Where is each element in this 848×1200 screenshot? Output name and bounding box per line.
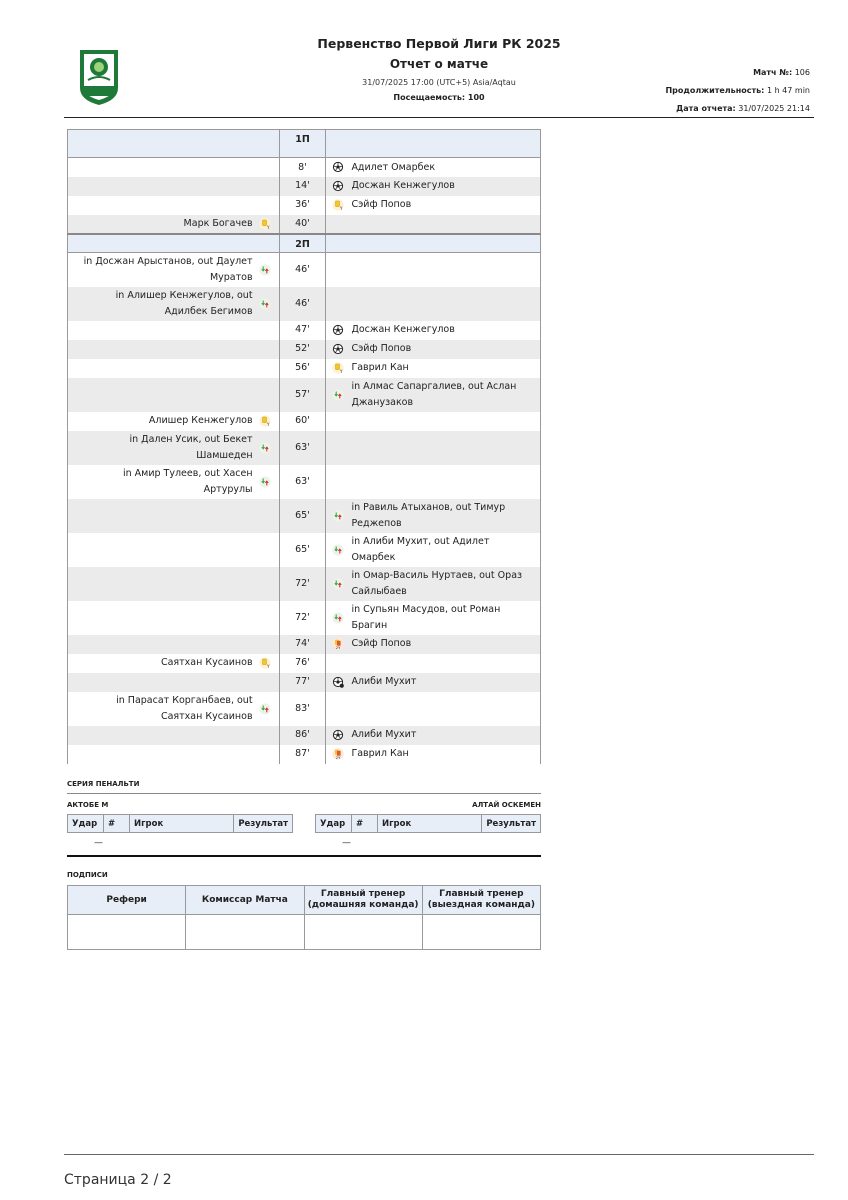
event-row [68, 465, 541, 499]
away-event-cell [326, 412, 541, 431]
event-minute: 40' [279, 215, 326, 234]
home-event-text: Саятхан Кусаинов [160, 657, 253, 669]
away-event-text: Гаврил Кан [351, 362, 409, 374]
away-event-text: in Омар-Василь Нуртаев, out Ораз Сайлыбаев [351, 570, 523, 597]
event-minute: 56' [279, 359, 326, 378]
event-minute: 72' [279, 567, 326, 601]
penalty-table-away [315, 814, 541, 853]
svg-text:Y: Y [266, 422, 270, 427]
col-player: Игрок [130, 815, 234, 833]
home-event-cell [68, 196, 280, 215]
penalty-away-empty: — [342, 837, 351, 848]
away-event-text: Алиби Мухит [351, 729, 417, 741]
away-event-cell [326, 196, 541, 215]
event-row [68, 215, 541, 234]
home-event-text: in Дален Усик, out Бекет Шамшеден [129, 434, 253, 461]
event-minute: 46' [279, 287, 326, 321]
away-event-text: in Алмас Сапаргалиев, out Аслан Джанузаков [351, 381, 517, 408]
substitution-icon [332, 578, 344, 590]
svg-text:Y: Y [266, 224, 270, 230]
event-minute: 60' [279, 412, 326, 431]
sig-referee: Рефери [68, 886, 186, 915]
away-event-cell [326, 654, 541, 673]
svg-text:2Y: 2Y [336, 646, 341, 650]
goal-icon [332, 180, 344, 192]
penalty-goal-icon [332, 676, 344, 688]
home-event-text: in Алишер Кенжегулов, out Адилбек Бегимов [115, 290, 253, 317]
event-minute: 36' [279, 196, 326, 215]
away-event-cell [326, 726, 541, 745]
penalty-series-title: СЕРИЯ ПЕНАЛЬТИ [67, 780, 140, 788]
col-shot: Удар [68, 815, 104, 833]
period-label: 2П [279, 234, 326, 253]
event-row [68, 340, 541, 359]
report-title: Отчет о матче [389, 57, 489, 71]
away-event-cell [326, 287, 541, 321]
away-event-text: Гаврил Кан [351, 748, 409, 760]
event-minute: 46' [279, 253, 326, 287]
goal-icon [332, 343, 344, 355]
event-row [68, 253, 541, 287]
event-minute: 76' [279, 654, 326, 673]
home-event-cell [68, 359, 280, 378]
second-yellow-icon [332, 748, 344, 760]
event-minute: 77' [279, 673, 326, 692]
away-event-cell [326, 533, 541, 567]
event-row [68, 287, 541, 321]
event-minute: 65' [279, 499, 326, 533]
home-event-cell [68, 253, 280, 287]
period-away-cell [326, 130, 541, 158]
home-event-text: Алишер Кенжегулов [148, 415, 253, 427]
away-event-text: Сэйф Попов [351, 343, 412, 355]
attendance-label: Посещаемость: [393, 93, 466, 102]
report-header [64, 30, 814, 120]
home-event-text: Марк Богачев [183, 217, 253, 229]
sig-home-coach: Главный тренер (домашняя команда) [304, 886, 422, 915]
event-minute: 72' [279, 601, 326, 635]
period-home-cell [68, 130, 280, 158]
penalty-divider [67, 793, 541, 794]
home-event-text: in Досжан Арыстанов, out Даулет Муратов [83, 256, 253, 283]
sig-box-referee[interactable] [68, 915, 186, 950]
home-event-cell [68, 635, 280, 654]
svg-text:2Y: 2Y [336, 756, 341, 760]
match-number: Матч №: 106 [753, 68, 810, 77]
substitution-icon [259, 298, 271, 310]
header-divider [64, 117, 814, 118]
home-event-cell [68, 654, 280, 673]
signatures-table [67, 885, 541, 950]
goal-icon [332, 161, 344, 173]
event-row [68, 177, 541, 196]
home-event-cell [68, 177, 280, 196]
event-row [68, 635, 541, 654]
event-row [68, 673, 541, 692]
away-event-cell [326, 158, 541, 177]
event-row [68, 567, 541, 601]
home-event-cell [68, 158, 280, 177]
yellow-card-icon [259, 657, 271, 669]
event-row [68, 321, 541, 340]
section-divider [67, 855, 541, 857]
away-event-cell [326, 340, 541, 359]
goal-icon [332, 324, 344, 336]
col-result: Результат [482, 815, 541, 833]
away-event-cell [326, 359, 541, 378]
home-event-cell [68, 321, 280, 340]
penalty-home-empty: — [94, 837, 103, 848]
home-event-text: in Парасат Корганбаев, out Саятхан Кусаинов [116, 695, 253, 722]
event-row [68, 499, 541, 533]
substitution-icon [259, 442, 271, 454]
away-event-text: in Алиби Мухит, out Адилет Омарбек [351, 536, 490, 563]
col-result: Результат [234, 815, 293, 833]
away-event-cell [326, 692, 541, 726]
substitution-icon [259, 476, 271, 488]
yellow-card-icon [259, 218, 271, 230]
home-event-cell [68, 745, 280, 764]
event-row [68, 158, 541, 177]
event-row [68, 654, 541, 673]
away-event-cell [326, 745, 541, 764]
event-minute: 87' [279, 745, 326, 764]
home-event-text: in Амир Тулеев, out Хасен Артурулы [122, 468, 253, 495]
home-event-cell [68, 533, 280, 567]
col-shot: Удар [316, 815, 352, 833]
home-event-cell [68, 673, 280, 692]
event-row [68, 692, 541, 726]
home-event-cell [68, 412, 280, 431]
sig-commissioner: Комиссар Матча [186, 886, 304, 915]
event-minute: 63' [279, 431, 326, 465]
home-event-cell [68, 215, 280, 234]
away-event-cell [326, 215, 541, 234]
event-minute: 86' [279, 726, 326, 745]
event-minute: 14' [279, 177, 326, 196]
event-row [68, 196, 541, 215]
event-row [68, 431, 541, 465]
substitution-icon [332, 612, 344, 624]
substitution-icon [332, 389, 344, 401]
home-event-cell [68, 431, 280, 465]
home-event-cell [68, 340, 280, 359]
yellow-card-icon [259, 415, 271, 427]
event-minute: 74' [279, 635, 326, 654]
col-number: # [104, 815, 130, 833]
away-event-text: Досжан Кенжегулов [351, 324, 455, 336]
period-away-cell [326, 234, 541, 253]
penalty-home-team: АКТОБЕ М [67, 801, 109, 809]
sig-away-coach: Главный тренер (выездная команда) [422, 886, 540, 915]
substitution-icon [259, 264, 271, 276]
away-event-cell [326, 177, 541, 196]
penalty-away-team: АЛТАЙ ОСКЕМЕН [472, 801, 541, 809]
period-label: 1П [279, 130, 326, 158]
svg-text:Y: Y [340, 206, 343, 211]
event-minute: 52' [279, 340, 326, 359]
match-datetime: 31/07/2025 17:00 (UTC+5) Asia/Aqtau [362, 78, 516, 87]
away-event-cell [326, 499, 541, 533]
signatures-title: ПОДПИСИ [67, 871, 108, 879]
away-event-cell [326, 567, 541, 601]
tournament-title: Первенство Первой Лиги РК 2025 [317, 36, 561, 51]
substitution-icon [332, 510, 344, 522]
home-event-cell [68, 499, 280, 533]
event-row [68, 412, 541, 431]
sig-box-home-coach[interactable] [304, 915, 422, 950]
substitution-icon [332, 544, 344, 556]
footer-divider [64, 1154, 814, 1155]
col-number: # [352, 815, 378, 833]
home-event-cell [68, 692, 280, 726]
penalty-table-home [67, 814, 293, 853]
away-event-cell [326, 378, 541, 412]
event-minute: 63' [279, 465, 326, 499]
away-event-cell [326, 253, 541, 287]
away-event-text: Адилет Омарбек [351, 161, 436, 173]
sig-box-commissioner[interactable] [186, 915, 304, 950]
away-event-cell [326, 465, 541, 499]
home-event-cell [68, 601, 280, 635]
event-row [68, 726, 541, 745]
event-minute: 57' [279, 378, 326, 412]
event-row [68, 601, 541, 635]
attendance-value: 100 [467, 93, 485, 102]
home-event-cell [68, 726, 280, 745]
home-event-cell [68, 567, 280, 601]
away-event-cell [326, 635, 541, 654]
event-row [68, 533, 541, 567]
report-date: Дата отчета: 31/07/2025 21:14 [676, 104, 810, 113]
page-number: Страница 2 / 2 [64, 1172, 172, 1188]
sig-box-away-coach[interactable] [422, 915, 540, 950]
substitution-icon [259, 703, 271, 715]
svg-text:Y: Y [266, 664, 270, 669]
match-events-table [67, 129, 541, 764]
event-row [68, 745, 541, 764]
away-event-text: in Супьян Масудов, out Роман Брагин [351, 604, 501, 631]
event-minute: 83' [279, 692, 326, 726]
goal-icon [332, 729, 344, 741]
away-event-text: Сэйф Попов [351, 199, 412, 211]
away-event-cell [326, 431, 541, 465]
home-event-cell [68, 287, 280, 321]
svg-text:Y: Y [340, 369, 343, 374]
away-event-cell [326, 601, 541, 635]
event-minute: 65' [279, 533, 326, 567]
home-event-cell [68, 465, 280, 499]
away-event-text: Алиби Мухит [351, 676, 417, 688]
home-event-cell [68, 378, 280, 412]
period-header-row [68, 234, 541, 253]
period-header-row [68, 130, 541, 158]
away-event-text: Досжан Кенжегулов [351, 180, 455, 192]
event-minute: 8' [279, 158, 326, 177]
away-event-text: in Равиль Атыханов, out Тимур Реджепов [351, 502, 506, 529]
match-duration: Продолжительность: 1 h 47 min [665, 86, 810, 95]
away-event-text: Сэйф Попов [351, 638, 412, 650]
event-minute: 47' [279, 321, 326, 340]
match-meta [665, 64, 810, 118]
event-row [68, 378, 541, 412]
event-row [68, 359, 541, 378]
away-event-cell [326, 321, 541, 340]
second-yellow-icon [332, 638, 344, 650]
yellow-card-icon [332, 199, 344, 211]
yellow-card-icon [332, 362, 344, 374]
period-home-cell [68, 234, 280, 253]
away-event-cell [326, 673, 541, 692]
col-player: Игрок [378, 815, 482, 833]
